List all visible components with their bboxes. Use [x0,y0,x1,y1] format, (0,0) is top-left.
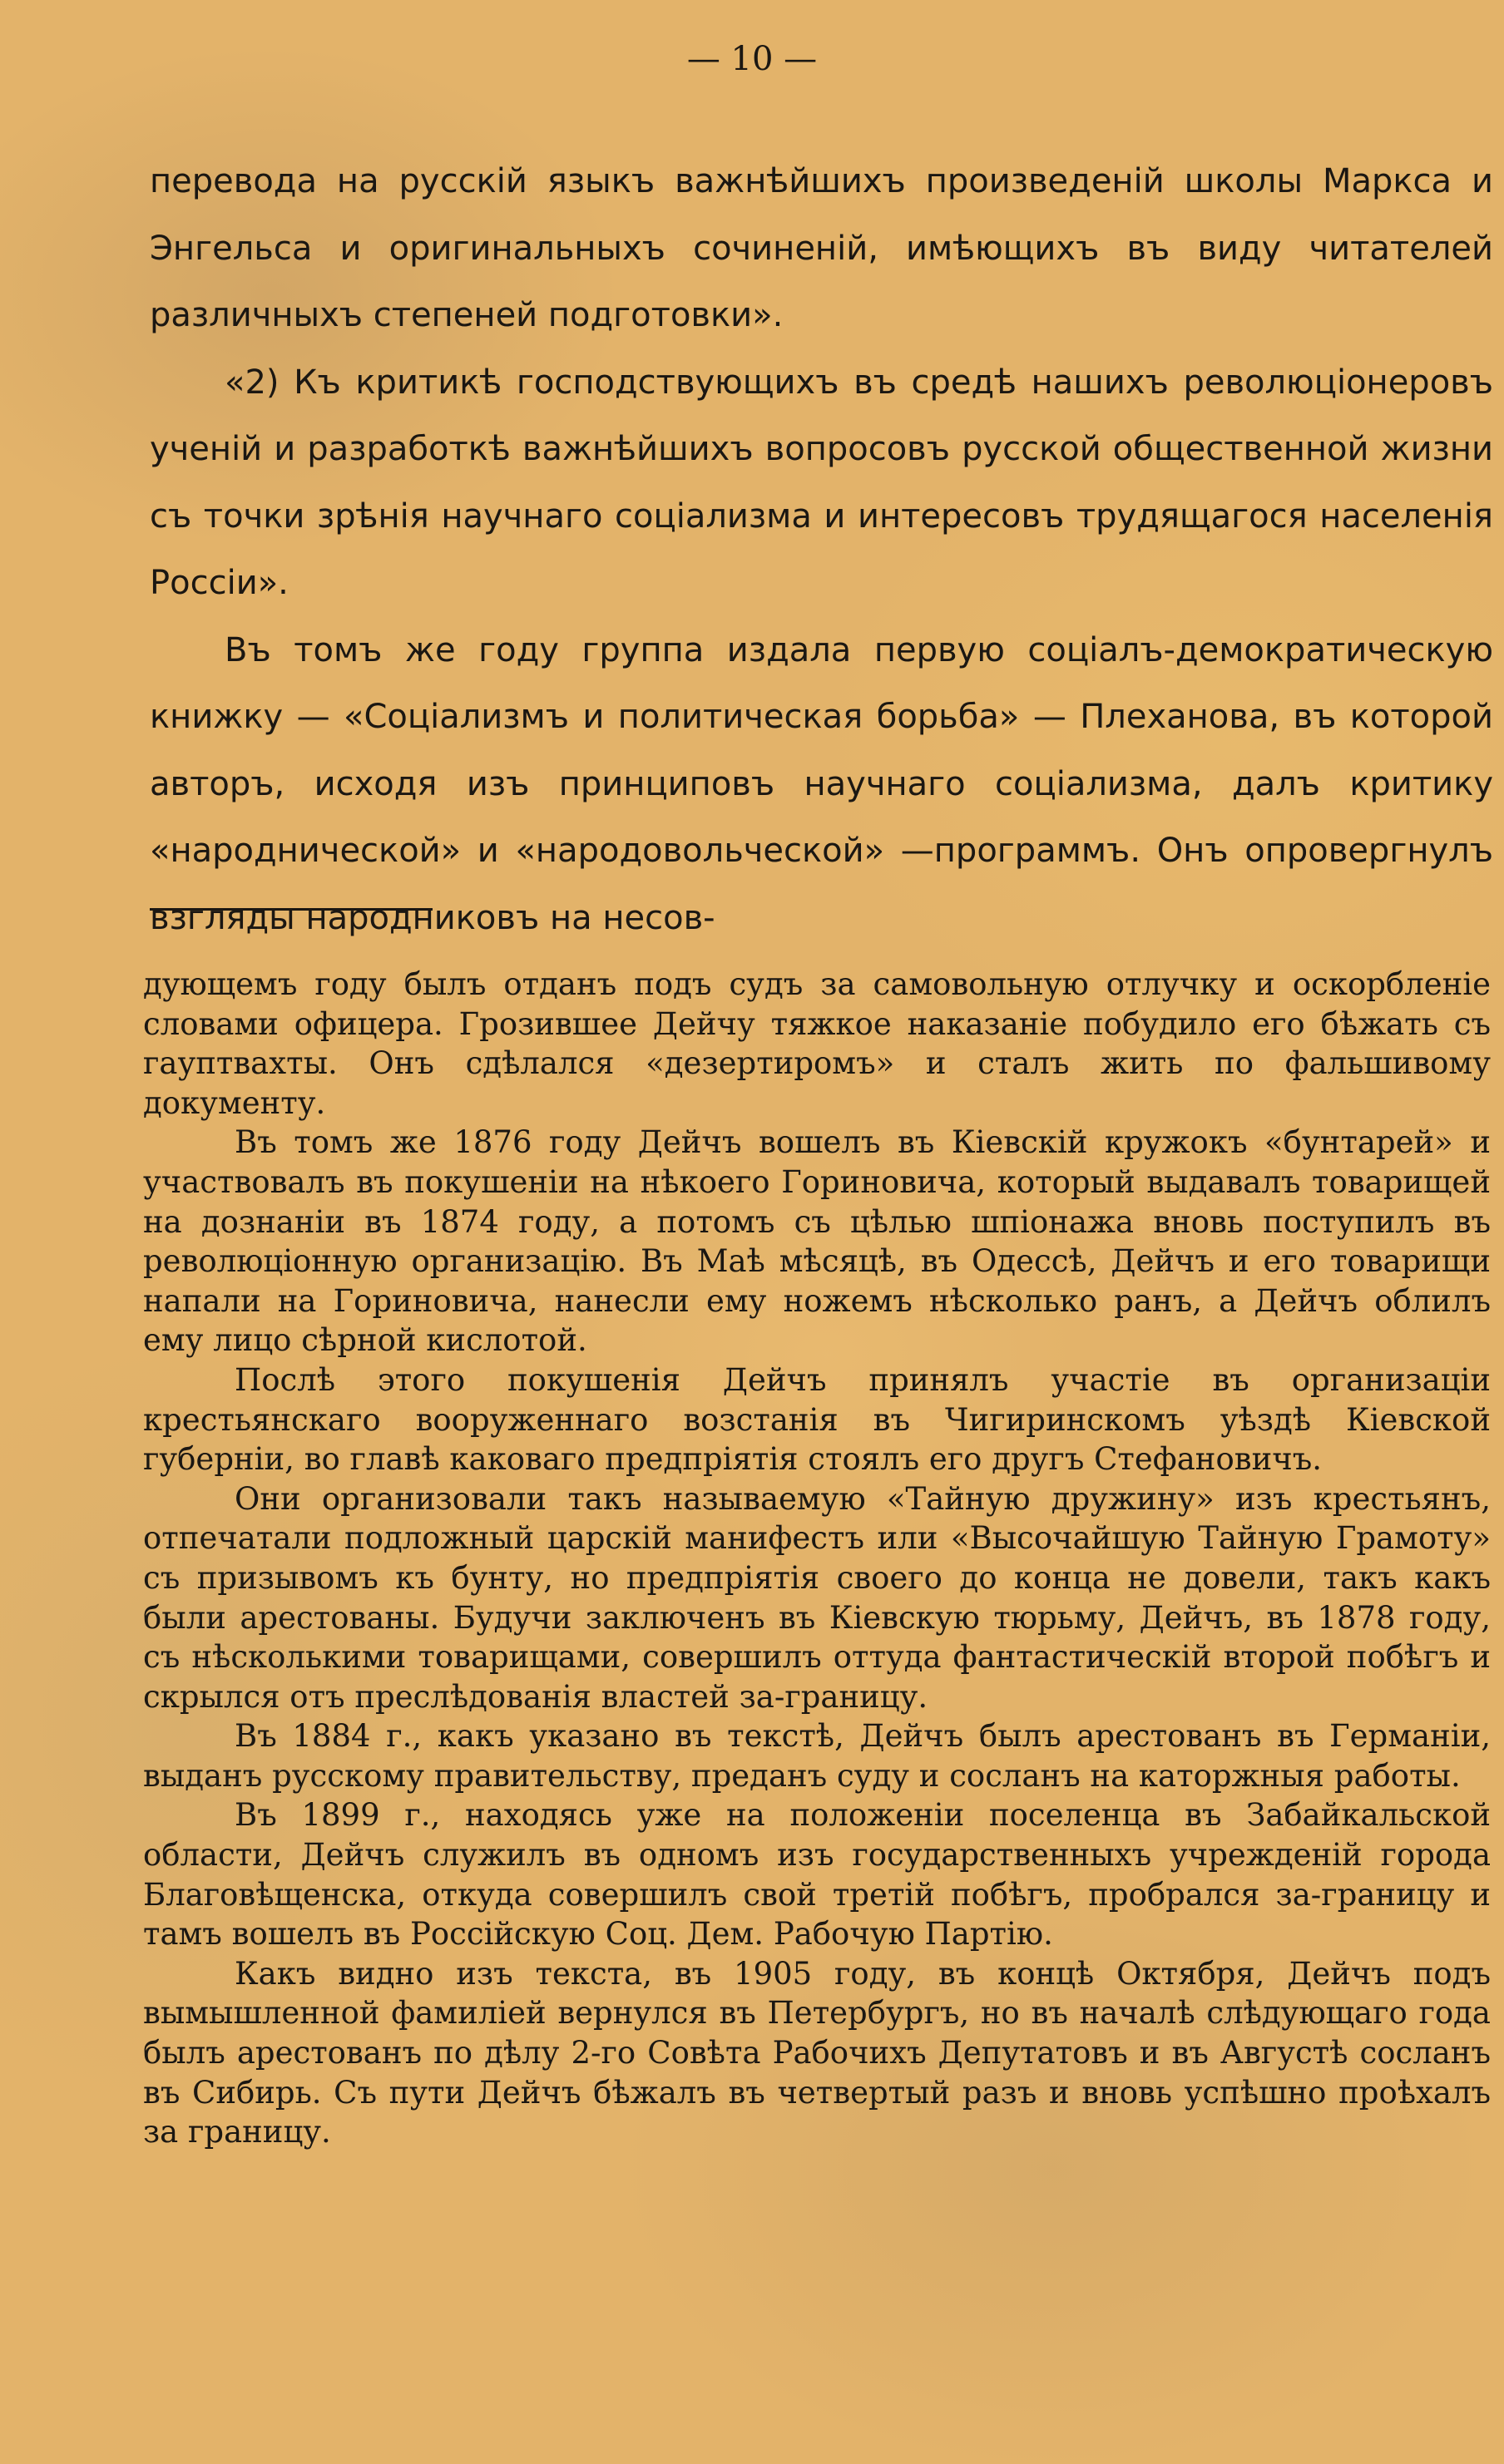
footnote [143,965,1491,2152]
footnote-paragraph: Они организовали такъ называемую «Тайную дружину» изъ крестьянъ, отпечатали подложный царскій манифестъ или «Высочайшую Тайную Грамоту» съ призывомъ къ бунту, но предпріятія своего до конца не довели, такъ какъ были арестованы. Будучи заключенъ въ Кіевскую тюрьму, Дейчъ, въ 1878 году, съ нѣсколькими товарищами, совершилъ оттуда фантастическій второй побѣгъ и скрылся отъ преслѣдованія властей за-границу. [143,1480,1491,1715]
footnote-paragraph: Въ 1899 г., находясь уже на положеніи поселенца въ Забайкальской области, Дейчъ служилъ въ одномъ изъ государственныхъ учрежденій города Благовѣщенска, откуда совершилъ свой третій побѣгъ, пробрался за-границу и тамъ вошелъ въ Россійскую Соц. Дем. Рабочую Партію. [143,1797,1491,1953]
footnote-paragraph: Послѣ этого покушенія Дейчъ принялъ участіе въ организаціи крестьянскаго вооруженнаго возстанія въ Чигиринскомъ уѣздѣ Кіевской губерніи, во главѣ каковаго предпріятія стоялъ его другъ Стефановичъ. [143,1361,1491,1478]
footnote-paragraph: дующемъ году былъ отданъ подъ судъ за самовольную отлучку и оскорбленіе словами офицера. Грозившее Дейчу тяжкое наказаніе побудило его бѣжать съ гауптвахты. Онъ сдѣлался «дезертиромъ» и сталъ жить по фальшивому документу. [143,966,1491,1121]
page-number: — 10 — [686,40,818,78]
main-paragraph: «2) Къ критикѣ господствующихъ въ средѣ нашихъ революціонеровъ ученій и разработкѣ важнѣйшихъ вопросовъ русской общественной жизни съ точки зрѣнія научнаго соціализма и интересовъ трудящагося населенія Россіи». [150,363,1493,602]
main-paragraph: Въ томъ же году группа издала первую соціалъ-демократическую книжку — «Соціализмъ и политическая борьба» — Плеханова, въ которой авторъ, исходя изъ принциповъ научнаго соціализма, далъ критику «народнической» и «народовольческой» —программъ. Онъ опровергнулъ взгляды народниковъ на несов- [150,630,1493,937]
footnote-paragraph: Какъ видно изъ текста, въ 1905 году, въ концѣ Октября, Дейчъ подъ вымышленной фамиліей вернулся въ Петербургъ, но въ началѣ слѣдующаго года былъ арестованъ по дѣлу 2-го Совѣта Рабочихъ Депутатовъ и въ Августѣ сосланъ въ Сибирь. Съ пути Дейчъ бѣжалъ въ четвертый разъ и вновь успѣшно проѣхалъ за границу. [143,1955,1491,2150]
footnote-paragraph: Въ томъ же 1876 году Дейчъ вошелъ въ Кіевскій кружокъ «бунтарей» и участвовалъ въ покушеніи на нѣкоего Гориновича, который выдавалъ товарищей на дознаніи въ 1874 году, а потомъ съ цѣлью шпіонажа вновь поступилъ въ революціонную организацію. Въ Маѣ мѣсяцѣ, въ Одессѣ, Дейчъ и его товарищи напали на Гориновича, нанесли ему ножемъ нѣсколько ранъ, а Дейчъ облилъ ему лицо сѣрной кислотой. [143,1124,1491,1359]
footnote-separator [150,908,433,911]
main-text [150,148,1493,951]
footnote-paragraph: Въ 1884 г., какъ указано въ текстѣ, Дейчъ былъ арестованъ въ Германіи, выданъ русскому правительству, преданъ суду и сосланъ на каторжныя работы. [143,1718,1491,1794]
main-paragraph: перевода на русскій языкъ важнѣйшихъ произведеній школы Маркса и Энгельса и оригинальныхъ сочиненій, имѣющихъ въ виду читателей различныхъ степеней подготовки». [150,162,1493,334]
